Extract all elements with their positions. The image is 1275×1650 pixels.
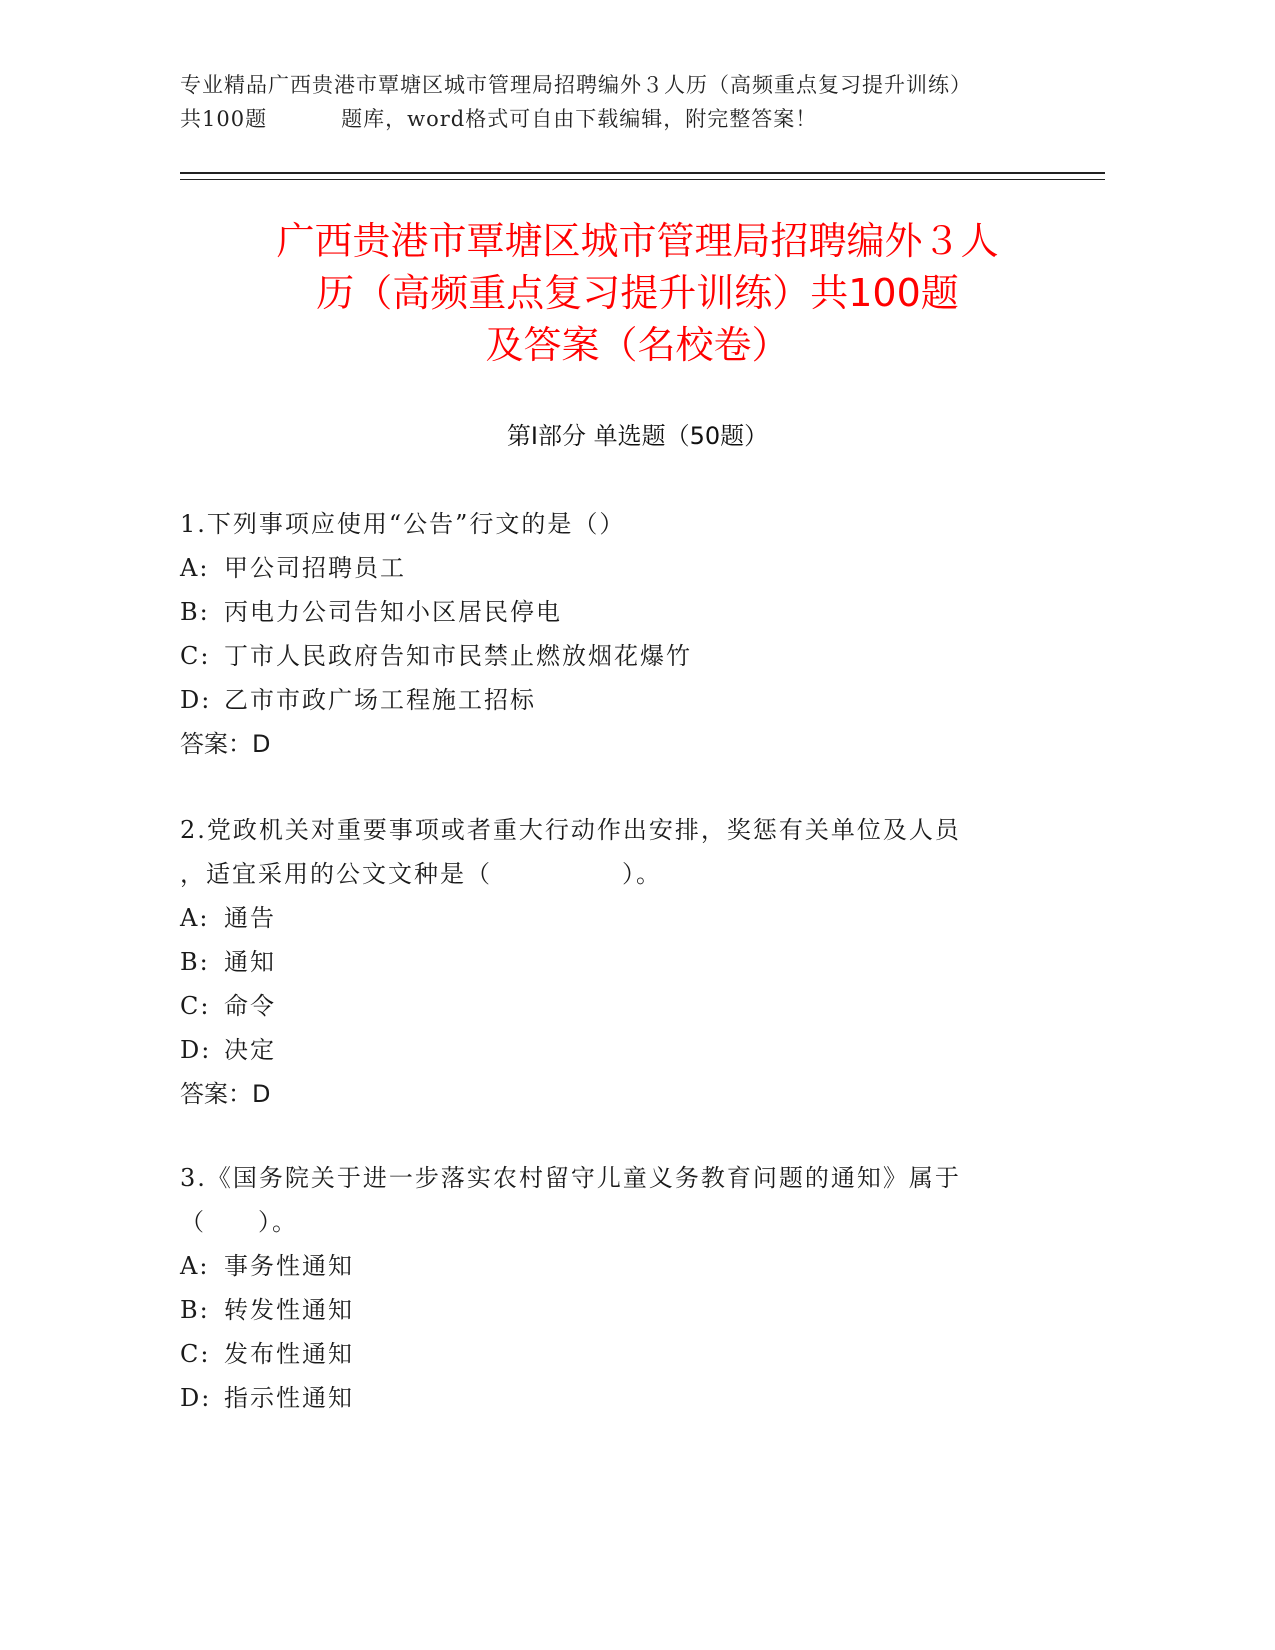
option-text: 决定 [224, 1036, 276, 1064]
question-3 [180, 1156, 1020, 1420]
option-c [180, 1332, 1020, 1376]
title-line-2: 历（高频重点复习提升训练）共100题 [316, 271, 959, 315]
answer: 答案：D [180, 1080, 271, 1108]
document-header [180, 68, 1080, 136]
question-stem-line-2: （ ）。 [180, 1208, 298, 1236]
option-d [180, 1376, 1020, 1420]
option-key: D: [180, 686, 212, 714]
option-key: D: [180, 1384, 212, 1412]
document-title [150, 215, 1125, 371]
option-key: B: [180, 598, 210, 626]
question-stem-line-1: 3.《国务院关于进一步落实农村留守儿童义务教育问题的通知》属于 [180, 1164, 961, 1192]
option-b [180, 590, 1020, 634]
question-stem: 1.下列事项应使用“公告”行文的是（） [180, 510, 626, 538]
header-question-count: 共100题 [180, 107, 268, 131]
option-key: C: [180, 642, 211, 670]
option-text: 通知 [224, 948, 276, 976]
option-text: 发布性通知 [224, 1340, 354, 1368]
header-line-2 [180, 102, 1080, 136]
option-text: 事务性通知 [224, 1252, 354, 1280]
title-line-3: 及答案（名校卷） [485, 323, 790, 367]
header-divider-thick [180, 172, 1105, 174]
option-c [180, 634, 1020, 678]
option-key: C: [180, 1340, 211, 1368]
option-text: 命令 [224, 992, 276, 1020]
option-text: 通告 [224, 904, 276, 932]
option-a [180, 546, 1020, 590]
option-key: B: [180, 1296, 210, 1324]
option-key: A: [180, 904, 210, 932]
question-2 [180, 808, 1020, 1116]
option-text: 指示性通知 [224, 1384, 354, 1412]
section-heading: 第Ⅰ部分 单选题（50题） [506, 422, 769, 450]
option-key: B: [180, 948, 210, 976]
question-1 [180, 502, 1020, 766]
option-key: A: [180, 554, 210, 582]
option-c [180, 984, 1020, 1028]
option-d [180, 1028, 1020, 1072]
option-key: A: [180, 1252, 210, 1280]
option-text: 丁市人民政府告知市民禁止燃放烟花爆竹 [224, 642, 692, 670]
header-divider-thin [180, 179, 1105, 180]
header-line-1: 专业精品广西贵港市覃塘区城市管理局招聘编外３人历（高频重点复习提升训练） [180, 73, 972, 97]
option-a [180, 1244, 1020, 1288]
option-b [180, 1288, 1020, 1332]
option-key: D: [180, 1036, 212, 1064]
question-stem-line-2: ，适宜采用的公文文种是（ ）。 [180, 860, 662, 888]
option-b [180, 940, 1020, 984]
title-line-1: 广西贵港市覃塘区城市管理局招聘编外３人 [276, 219, 999, 263]
option-key: C: [180, 992, 211, 1020]
answer: 答案：D [180, 730, 271, 758]
option-a [180, 896, 1020, 940]
question-stem-line-1: 2.党政机关对重要事项或者重大行动作出安排，奖惩有关单位及人员 [180, 816, 961, 844]
header-description: 题库，word格式可自由下载编辑，附完整答案！ [341, 107, 818, 131]
option-text: 转发性通知 [224, 1296, 354, 1324]
option-text: 甲公司招聘员工 [224, 554, 406, 582]
option-d [180, 678, 1020, 722]
option-text: 乙市市政广场工程施工招标 [224, 686, 536, 714]
option-text: 丙电力公司告知小区居民停电 [224, 598, 562, 626]
